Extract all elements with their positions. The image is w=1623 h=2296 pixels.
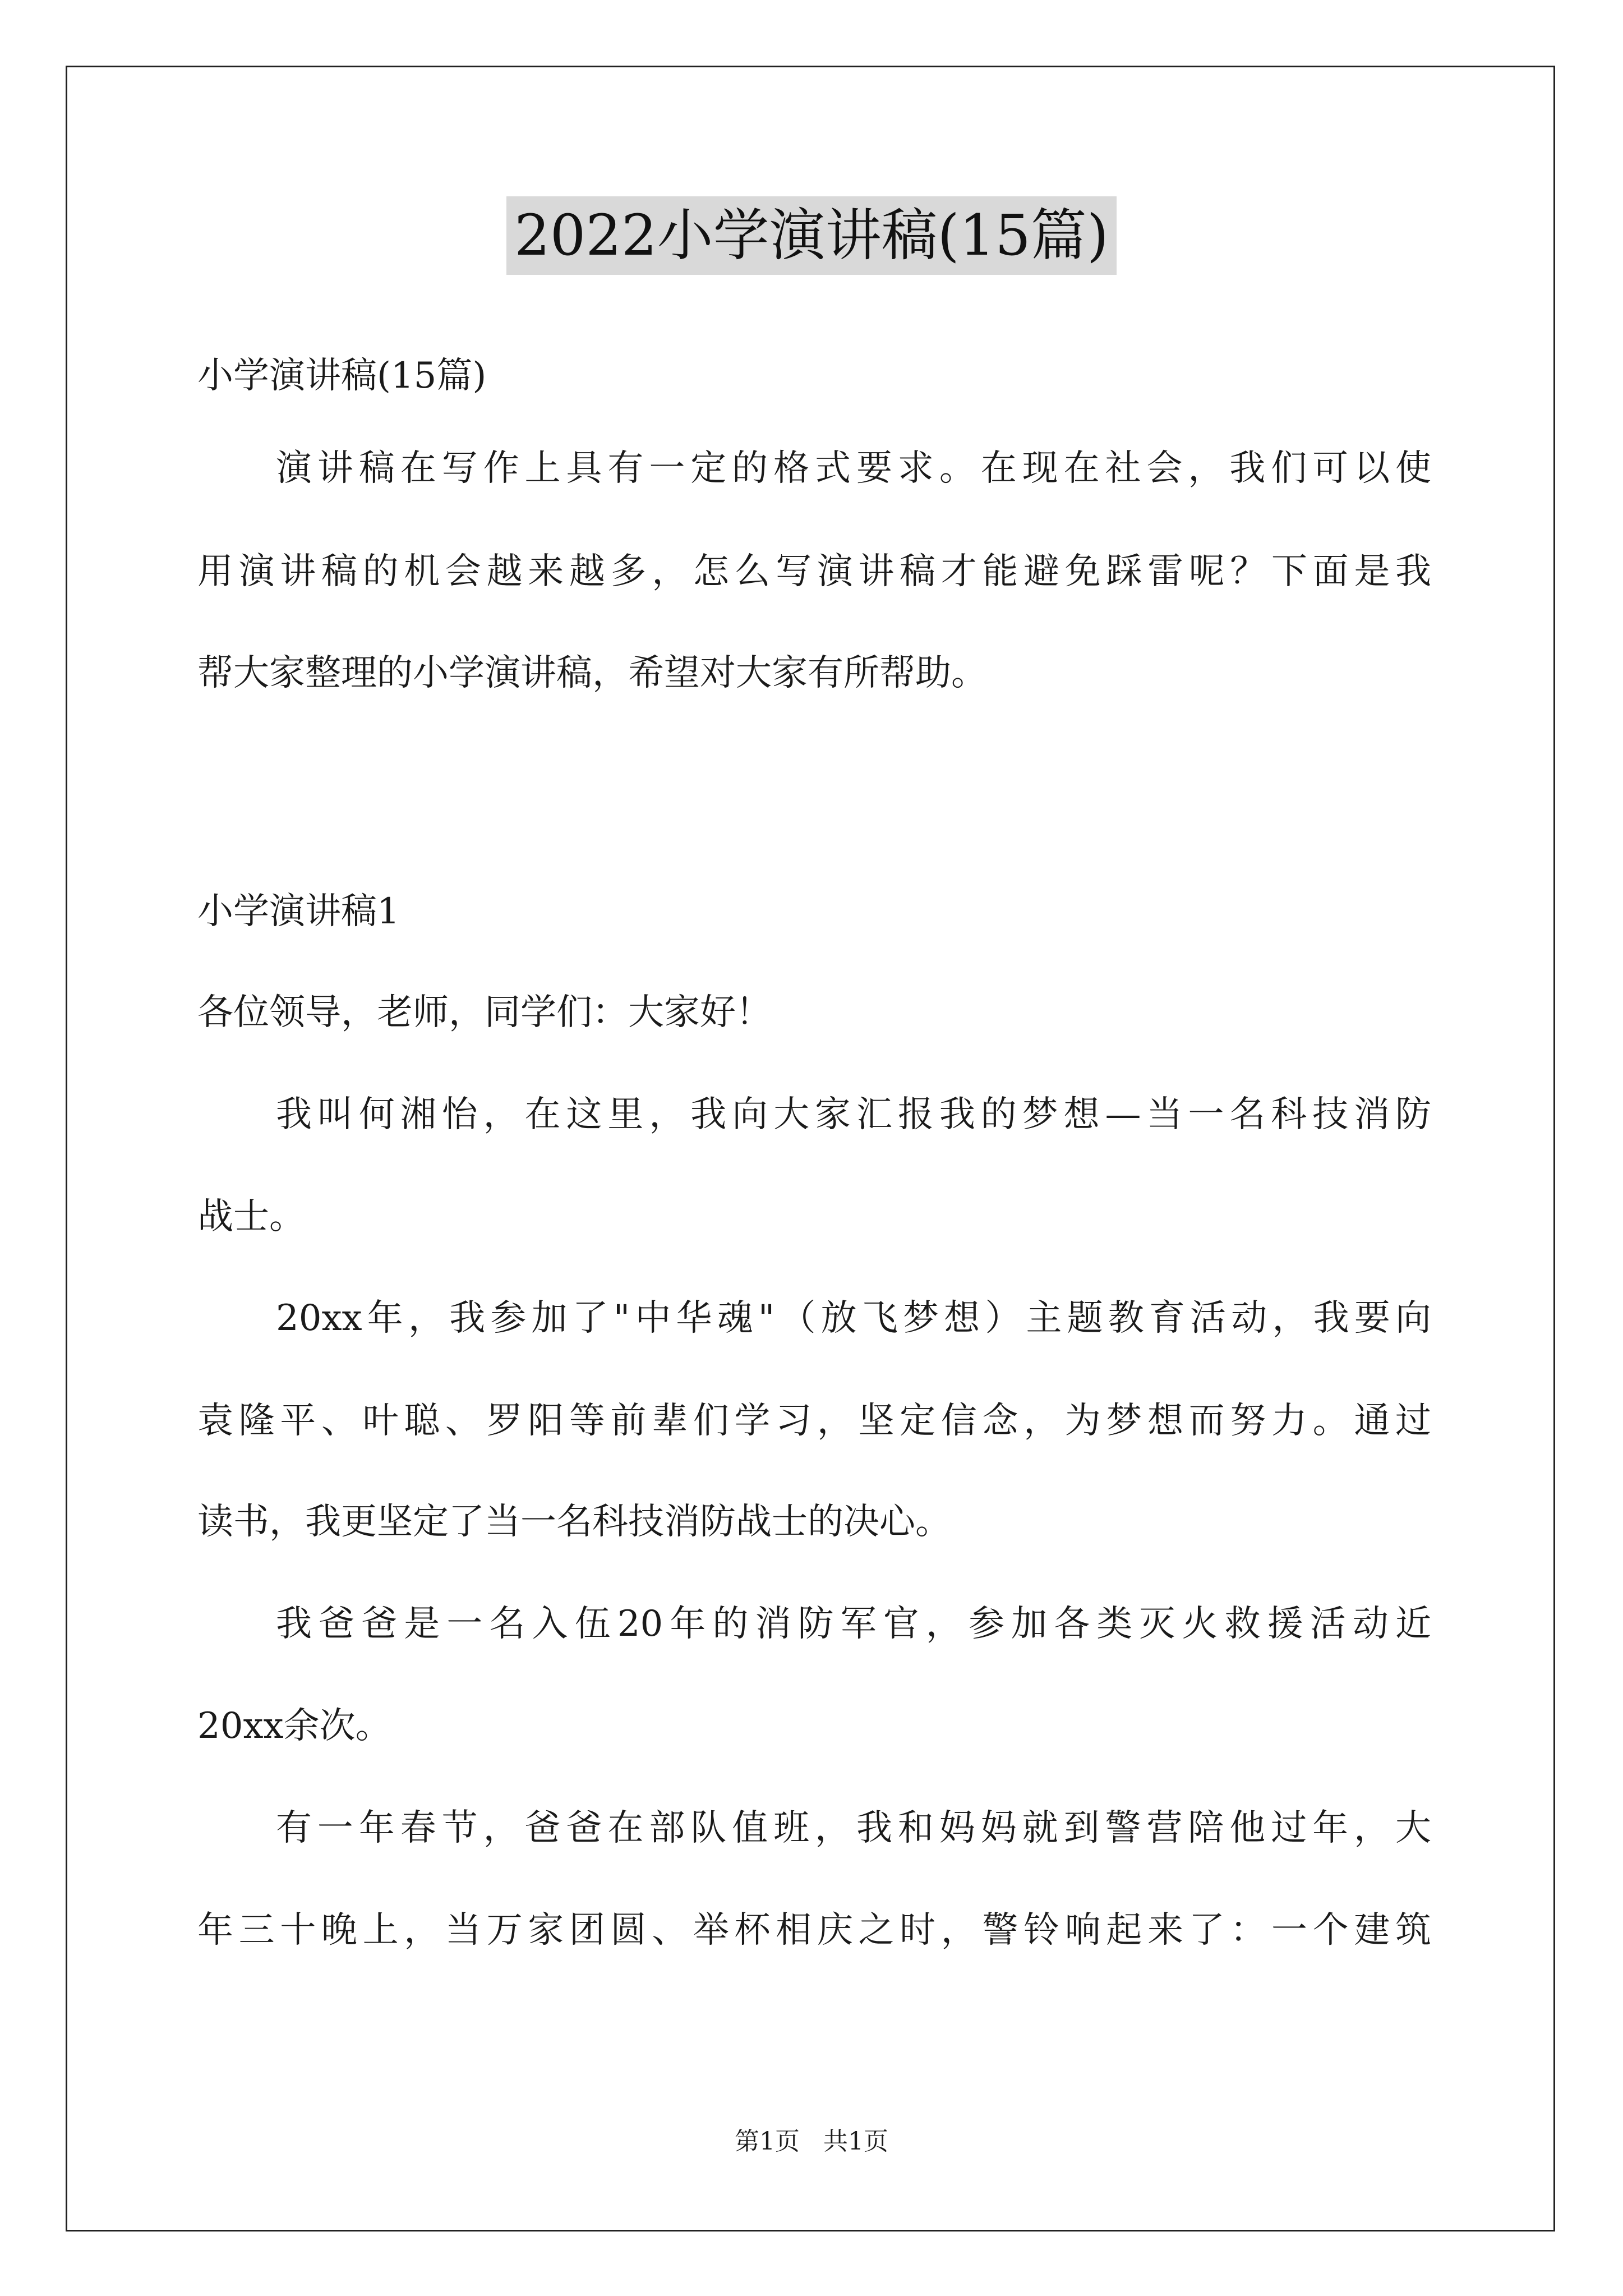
subtitle: 小学演讲稿(15篇) (197, 355, 487, 397)
paragraph-line: 袁隆平、叶聪、罗阳等前辈们学习，坚定信念，为梦想而努力。通过 (197, 1400, 1431, 1442)
paragraph-line: 读书，我更坚定了当一名科技消防战士的决心。 (197, 1501, 951, 1543)
document-title: 2022小学演讲稿(15篇) (506, 196, 1117, 275)
paragraph-line: 用演讲稿的机会越来越多，怎么写演讲稿才能避免踩雷呢？下面是我 (197, 551, 1431, 592)
paragraph-line: 演讲稿在写作上具有一定的格式要求。在现在社会，我们可以使 (276, 448, 1431, 489)
page-footer: 第1页 共1页 (735, 2127, 888, 2156)
paragraph-line: 年三十晚上，当万家团圆、举杯相庆之时，警铃响起来了：一个建筑 (197, 1910, 1431, 1951)
paragraph-line: 我叫何湘怡，在这里，我向大家汇报我的梦想—当一名科技消防 (276, 1094, 1431, 1135)
paragraph-line: 帮大家整理的小学演讲稿，希望对大家有所帮助。 (197, 652, 987, 694)
section-heading: 小学演讲稿1 (197, 891, 400, 932)
paragraph-line: 20xx余次。 (197, 1705, 391, 1747)
paragraph-line: 我爸爸是一名入伍20年的消防军官，参加各类灭火救援活动近 (276, 1603, 1431, 1645)
title-container (0, 196, 1623, 275)
greeting-line: 各位领导，老师，同学们：大家好！ (197, 992, 772, 1033)
paragraph-line: 有一年春节，爸爸在部队值班，我和妈妈就到警营陪他过年，大 (276, 1807, 1431, 1849)
paragraph-line: 战士。 (197, 1196, 305, 1237)
paragraph-line: 20xx年，我参加了"中华魂"（放飞梦想）主题教育活动，我要向 (276, 1297, 1431, 1339)
